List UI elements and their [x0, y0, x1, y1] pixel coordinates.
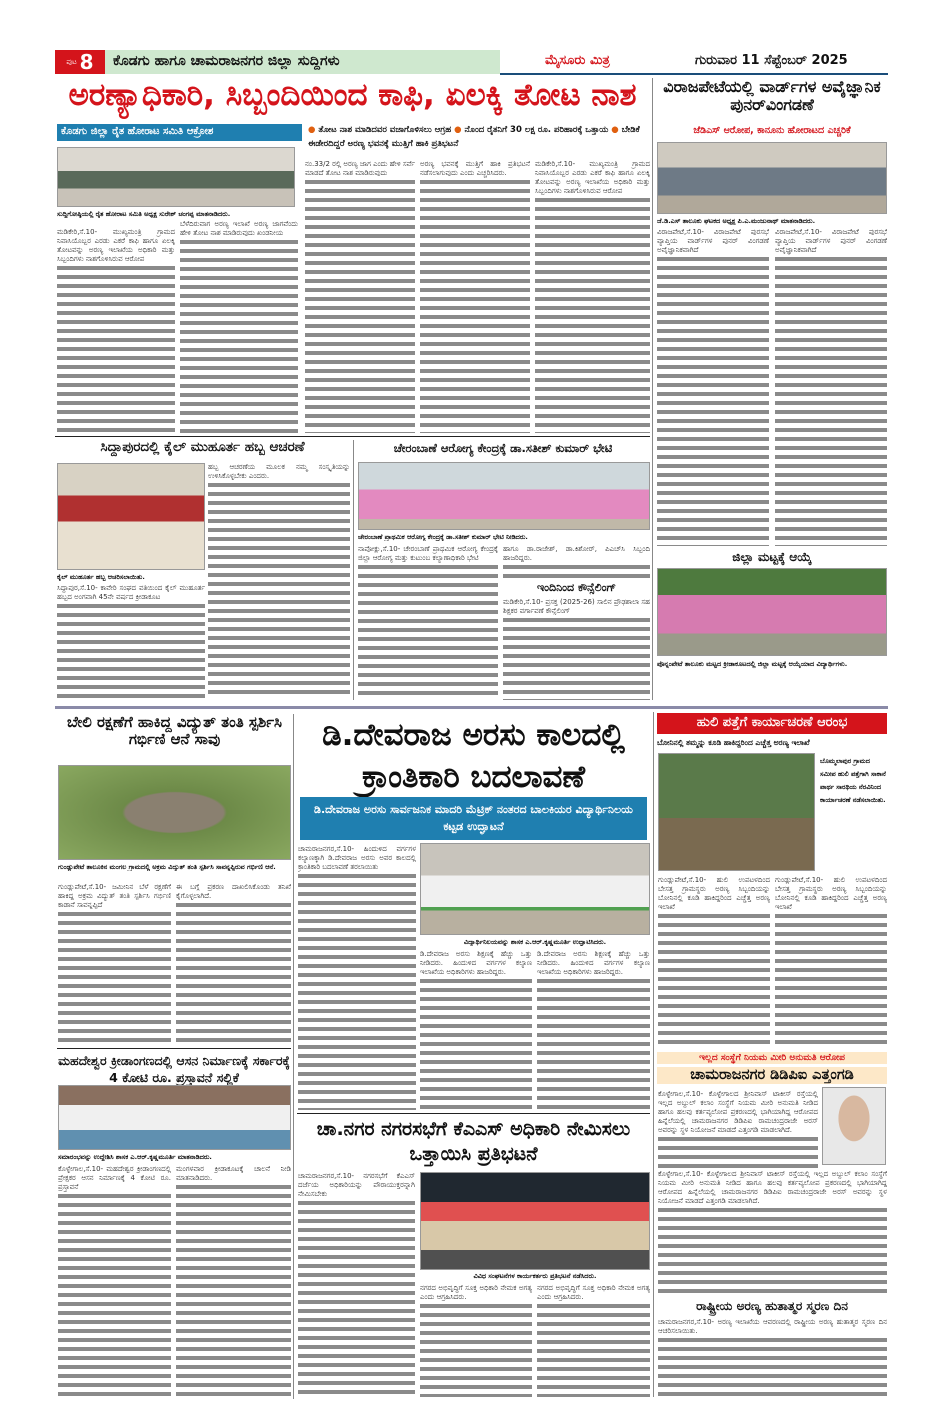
page-number-box [55, 50, 105, 74]
kas-body-col3: ನಗರದ ಅಭಿವೃದ್ಧಿಗೆ ಸೂಕ್ತ ಅಧಿಕಾರಿ ನೇಮಕ ಅಗತ್ಯ ಎಂದು ಆಗ್ರಹಿಸಿದರು. [537, 1284, 650, 1397]
page-number: 8 [79, 50, 94, 74]
lead-body-col2: ಬೆಳೆದಿರುವಾಗ ಅರಣ್ಯ ಇಲಾಖೆ ಅರಣ್ಯ ಜಾಗವೆಂದು ಹೇಳಿ ತೋಟ ನಾಶ ಮಾಡಿರುವುದು ಖಂಡನೀಯ [180, 220, 298, 433]
kas-caption: ವಿವಿಧ ಸಂಘಟನೆಗಳ ಕಾರ್ಯಕರ್ತರು ಪ್ರತಿಭಟನೆ ನಡೆಸಿದರು. [473, 1272, 597, 1280]
selection-caption: ಪೊನ್ನಂಪೇಟೆ ತಾಲೂಕು ಮಟ್ಟದ ಕ್ರೀಡಾಕೂಟದಲ್ಲಿ ಜಿಲ್ಲಾ ಮಟ್ಟಕ್ಕೆ ಆಯ್ಕೆಯಾದ ವಿದ್ಯಾರ್ಥಿಗಳು. [657, 660, 848, 668]
ddpi-headline: ಚಾಮರಾಜನಗರ ಡಿಡಿಪಿಐ ಎತ್ತಂಗಡಿ [657, 1067, 887, 1084]
virajpet-body-col2: ವಿರಾಜಪೇಟೆ,ಸೆ.10- ವಿರಾಜಪೇಟೆ ಪುರಸಭೆ ವ್ಯಾಪ್ತಿಯ ವಾರ್ಡ್‌ಗಳ ಪುನರ್ ವಿಂಗಡಣೆ ಅವೈಜ್ಞಾನಿಕವಾಗಿದೆ [775, 228, 887, 546]
cherambane-photo [358, 462, 650, 530]
lead-photo [57, 147, 295, 207]
divider [57, 1048, 291, 1049]
ddpi-body: ಕೊಳ್ಳೇಗಾಲ,ಸೆ.10- ಕೊಳ್ಳೇಗಾಲದ ಶ್ರೀನಿವಾಸ್ ಟಾಕೀಸ್ ರಸ್ತೆಯಲ್ಲಿ ಇಲ್ಲದ ಅಬ್ದುಲ್ ಕಲಾಂ ಸಂಸ್ಥೆಗೆ ನಿಯಮ ಮೀರಿ ಅನುಮತಿ ನೀಡಿದ ಹಾಗೂ ಹಲವು ಕರ್ತವ್ಯಲೋಪ ಪ್ರಕರಣದಲ್ಲಿ ಭಾಗಿಯಾಗಿದ್ದ ಆರೋಪದ ಹಿನ್ನೆಲೆಯಲ್ಲಿ ಚಾಮರಾಜನಗರ ಡಿಡಿಪಿಐ ರಾಮಚಂದ್ರರಾಜೇ ಅರಸ್ ಅವರನ್ನು ಸ್ಥಳ ನಿಯೋಜನೆ ಮಾಡದೆ ಎತ್ತಂಗಡಿ ಮಾಡಲಾಗಿದೆ. [658, 1090, 818, 1168]
kas-headline: ಚಾ.ನಗರ ನಗರಸಭೆಗೆ ಕೆಎಎಸ್ ಅಧಿಕಾರಿ ನೇಮಿಸಲು ಒತ್ತಾಯಿಸಿ ಪ್ರತಿಭಟನೆ [316, 1118, 631, 1165]
arasu-body-col1: ಚಾಮರಾಜನಗರ,ಸೆ.10- ಹಿಂದುಳಿದ ವರ್ಗಗಳ ಕಲ್ಯಾಣಕ್ಕಾಗಿ ಡಿ.ದೇವರಾಜ ಅರಸು ಅವರ ಕಾಲದಲ್ಲಿ ಕ್ರಾಂತಿಕಾರಿ ಬದಲಾವಣೆ ತರಲಾಯಿತು [298, 845, 416, 1110]
counselling-headline: ಇಂದಿನಿಂದ ಕೌನ್ಸೆಲಿಂಗ್ [536, 581, 617, 594]
lead-body-col1: ಮಡಿಕೇರಿ,ಸೆ.10- ಮುಖ್ಯಮಂತ್ರಿ ಗ್ರಾಮದ ನಿವಾಸಿಯೊಬ್ಬರ ಎರಡು ಎಕರೆ ಕಾಫಿ ಹಾಗೂ ಏಲಕ್ಕಿ ತೋಟವನ್ನು ಅರಣ್ಯ ಇಲಾಖೆಯ ಅಧಿಕಾರಿ ಮತ್ತು ಸಿಬ್ಬಂದಿಗಳು ನಾಶಗೊಳಿಸಿರುವ ಆರೋಪ [57, 228, 175, 433]
lead-tag: ಕೊಡಗು ಜಿಲ್ಲಾ ರೈತ ಹೋರಾಟ ಸಮಿತಿ ಆಕ್ರೋಶ [57, 124, 302, 141]
section-divider [55, 706, 888, 709]
arasu-caption: ವಿದ್ಯಾರ್ಥಿನಿಲಯವನ್ನು ಶಾಸಕ ಎ.ಆರ್.ಕೃಷ್ಣಮೂರ್ತಿ ಉದ್ಘಾಟಿಸಿದರು. [463, 938, 607, 946]
kail-body-col2: ಹಬ್ಬ ಆಚರಣೆಯ ಮೂಲಕ ನಮ್ಮ ಸಂಸ್ಕೃತಿಯನ್ನು ಉಳಿಸಿಕೊಳ್ಳಬೇಕು ಎಂದರು. [208, 463, 350, 699]
elephant-body-col2: ಈ ಬಗ್ಗೆ ಪ್ರಕರಣ ದಾಖಲಿಸಿಕೊಂಡು ತನಿಖೆ ಕೈಗೊಳ್ಳಲಾಗಿದೆ. [176, 883, 291, 1045]
cherambane-headline: ಚೇರಂಬಾಣೆ ಆರೋಗ್ಯ ಕೇಂದ್ರಕ್ಕೆ ಡಾ.ಸತೀಶ್ ಕುಮಾರ್ ಭೇಟಿ [393, 441, 613, 455]
lead-bullets: ● ತೋಟ ನಾಶ ಮಾಡಿದವರ ವಜಾಗೊಳಿಸಲು ಆಗ್ರಹ ● ನೊಂದ ರೈತನಿಗೆ 30 ಲಕ್ಷ ರೂ. ಪರಿಹಾರಕ್ಕೆ ಒತ್ತಾಯ ● ಬೇಡಿಕೆ ಈಡೇರದಿದ್ದರೆ ಅರಣ್ಯ ಭವನಕ್ಕೆ ಮುತ್ತಿಗೆ ಹಾಕಿ ಪ್ರತಿಭಟನೆ [308, 125, 640, 149]
selection-photo [657, 568, 887, 656]
arasu-headline: ಡಿ.ದೇವರಾಜ ಅರಸು ಕಾಲದಲ್ಲಿ ಕ್ರಾಂತಿಕಾರಿ ಬದಲಾವಣೆ [322, 717, 625, 795]
stadium-caption: ಸಮಾರಂಭವನ್ನು ಉದ್ದೇಶಿಸಿ ಶಾಸಕ ಎ.ಆರ್.ಕೃಷ್ಣಮೂರ್ತಿ ಮಾತನಾಡಿದರು. [58, 1153, 212, 1161]
martyrs-body: ಚಾಮರಾಜನಗರ,ಸೆ.10- ಅರಣ್ಯ ಇಲಾಖೆಯ ಆವರಣದಲ್ಲಿ ರಾಷ್ಟ್ರೀಯ ಅರಣ್ಯ ಹುತಾತ್ಮರ ಸ್ಮರಣ ದಿನ ಆಚರಿಸಲಾಯಿತು. [658, 1318, 887, 1397]
ddpi-body-cont: ಕೊಳ್ಳೇಗಾಲ,ಸೆ.10- ಕೊಳ್ಳೇಗಾಲದ ಶ್ರೀನಿವಾಸ್ ಟಾಕೀಸ್ ರಸ್ತೆಯಲ್ಲಿ ಇಲ್ಲದ ಅಬ್ದುಲ್ ಕಲಾಂ ಸಂಸ್ಥೆಗೆ ನಿಯಮ ಮೀರಿ ಅನುಮತಿ ನೀಡಿದ ಹಾಗೂ ಹಲವು ಕರ್ತವ್ಯಲೋಪ ಪ್ರಕರಣದಲ್ಲಿ ಭಾಗಿಯಾಗಿದ್ದ ಆರೋಪದ ಹಿನ್ನೆಲೆಯಲ್ಲಿ ಚಾಮರಾಜನಗರ ಡಿಡಿಪಿಐ ರಾಮಚಂದ್ರರಾಜೇ ಅರಸ್ ಅವರನ್ನು ಸ್ಥಳ ನಿಯೋಜನೆ ಮಾಡದೆ ಎತ್ತಂಗಡಿ ಮಾಡಲಾಗಿದೆ. [658, 1170, 887, 1297]
date: ಗುರುವಾರ 11 ಸೆಪ್ಟೆಂಬರ್ 2025 [695, 53, 848, 68]
paper-name: ಮೈಸೂರು ಮಿತ್ರ [545, 53, 610, 68]
stadium-photo [58, 1085, 291, 1150]
tiger-body-col1: ಗುಂಡ್ಲುಪೇಟೆ,ಸೆ.10- ಹುಲಿ ಉಪಟಳದಿಂದ ಬೇಸತ್ತ ಗ್ರಾಮಸ್ಥರು ಅರಣ್ಯ ಸಿಬ್ಬಂದಿಯನ್ನು ಬೋನಿನಲ್ಲಿ ಕೂಡಿ ಹಾಕಿದ್ದರಿಂದ ಎಚ್ಚೆತ್ತ ಅರಣ್ಯ ಇಲಾಖೆ [658, 876, 770, 1048]
elephant-headline: ಬೇಲಿ ರಕ್ಷಣೆಗೆ ಹಾಕಿದ್ದ ವಿದ್ಯುತ್ ತಂತಿ ಸ್ಪರ್ಶಿಸಿ ಗರ್ಭಿಣಿ ಆನೆ ಸಾವು [67, 713, 282, 749]
arasu-body-col3: ಡಿ.ದೇವರಾಜ ಅರಸು ಶಿಕ್ಷಣಕ್ಕೆ ಹೆಚ್ಚು ಒತ್ತು ನೀಡಿದರು. ಹಿಂದುಳಿದ ವರ್ಗಗಳ ಕಲ್ಯಾಣ ಇಲಾಖೆಯ ಅಧಿಕಾರಿಗಳು ಹಾಜರಿದ್ದರು. [537, 950, 650, 1110]
column-divider [653, 712, 654, 1397]
elephant-body-col1: ಗುಂಡ್ಲುಪೇಟೆ,ಸೆ.10- ಜಮೀನಿನ ಬೆಳೆ ರಕ್ಷಣೆಗೆ ಹಾಕಿದ್ದ ಅಕ್ರಮ ವಿದ್ಯುತ್ ತಂತಿ ಸ್ಪರ್ಶಿಸಿ ಗರ್ಭಿಣಿ ಕಾಡಾನೆ ಸಾವನ್ನಪ್ಪಿದೆ [58, 883, 171, 1045]
kail-body-col1: ಸಿದ್ದಾಪುರ,ಸೆ.10- ಕಾವೇರಿ ಸಂಘದ ವತಿಯಿಂದ ಕೈಲ್ ಮುಹೂರ್ತ ಹಬ್ಬದ ಅಂಗವಾಗಿ 45ನೇ ವರ್ಷದ ಕ್ರೀಡಾಕೂಟ [57, 584, 205, 699]
ddpi-photo [822, 1087, 886, 1165]
lead-body-col4: ಅರಣ್ಯ ಭವನಕ್ಕೆ ಮುತ್ತಿಗೆ ಹಾಕಿ ಪ್ರತಿಭಟನೆ ನಡೆಸಲಾಗುವುದು ಎಂದು ಎಚ್ಚರಿಸಿದರು. [420, 160, 530, 433]
column-divider [353, 440, 354, 700]
stadium-body-col1: ಕೊಳ್ಳೇಗಾಲ,ಸೆ.10- ಮಹದೇಶ್ವರ ಕ್ರೀಡಾಂಗಣದಲ್ಲಿ ಪ್ರೇಕ್ಷಕರ ಆಸನ ನಿರ್ಮಾಣಕ್ಕೆ 4 ಕೋಟಿ ರೂ. ಪ್ರಸ್ತಾವನೆ [58, 1165, 171, 1397]
stadium-headline: ಮಹದೇಶ್ವರ ಕ್ರೀಡಾಂಗಣದಲ್ಲಿ ಆಸನ ನಿರ್ಮಾಣಕ್ಕೆ ಸರ್ಕಾರಕ್ಕೆ 4 ಕೋಟಿ ರೂ. ಪ್ರಸ್ತಾವನೆ ಸಲ್ಲಿಕೆ [58, 1053, 290, 1085]
cherambane-caption: ಚೇರಂಬಾಣೆ ಪ್ರಾಥಮಿಕ ಆರೋಗ್ಯ ಕೇಂದ್ರಕ್ಕೆ ಡಾ.ಸತೀಶ್ ಕುಮಾರ್ ಭೇಟಿ ನೀಡಿದರು. [358, 533, 528, 541]
column-divider [293, 714, 294, 1399]
lead-headline: ಅರಣ್ಯಾಧಿಕಾರಿ, ಸಿಬ್ಬಂದಿಯಿಂದ ಕಾಫಿ, ಏಲಕ್ಕಿ ತೋಟ ನಾಶ [68, 77, 637, 113]
cherambane-body-col1: ನಾಪೋಕ್ಲು,ಸೆ.10- ಚೇರಂಬಾಣೆ ಪ್ರಾಥಮಿಕ ಆರೋಗ್ಯ ಕೇಂದ್ರಕ್ಕೆ ಜಿಲ್ಲಾ ಆರೋಗ್ಯ ಮತ್ತು ಕುಟುಂಬ ಕಲ್ಯಾಣಾಧಿಕಾರಿ ಭೇಟಿ [358, 545, 498, 700]
elephant-photo [58, 765, 291, 860]
kas-photo [420, 1172, 650, 1270]
martyrs-headline: ರಾಷ್ಟ್ರೀಯ ಅರಣ್ಯ ಹುತಾತ್ಮರ ಸ್ಮರಣ ದಿನ [696, 1299, 848, 1313]
tiger-headline: ಹುಲಿ ಪತ್ತೆಗೆ ಕಾರ್ಯಾಚರಣೆ ಆರಂಭ [657, 713, 887, 734]
tiger-body-col2: ಗುಂಡ್ಲುಪೇಟೆ,ಸೆ.10- ಹುಲಿ ಉಪಟಳದಿಂದ ಬೇಸತ್ತ ಗ್ರಾಮಸ್ಥರು ಅರಣ್ಯ ಸಿಬ್ಬಂದಿಯನ್ನು ಬೋನಿನಲ್ಲಿ ಕೂಡಿ ಹಾಕಿದ್ದರಿಂದ ಎಚ್ಚೆತ್ತ ಅರಣ್ಯ ಇಲಾಖೆ [775, 876, 887, 1048]
lead-caption: ಸುದ್ದಿಗೋಷ್ಠಿಯಲ್ಲಿ ರೈತ ಹೋರಾಟ ಸಮಿತಿ ಅಧ್ಯಕ್ಷ ಸುರೇಶ್ ಚಂಗಪ್ಪ ಮಾತನಾಡಿದರು. [57, 210, 231, 218]
masthead-rule [500, 73, 888, 75]
column-divider [652, 78, 653, 700]
tiger-subhead: ಬೋನಿನಲ್ಲಿ ತಮ್ಮನ್ನು ಕೂಡಿ ಹಾಕಿದ್ದರಿಂದ ಎಚ್ಚೆತ್ತ ಅರಣ್ಯ ಇಲಾಖೆ [657, 738, 810, 747]
tiger-side-caption: ಬೊಮ್ಮಲಾಪುರ ಗ್ರಾಮದ ಸಮೀಪ ಹುಲಿ ಪತ್ತೆಗಾಗಿ ಸಾಕಾನೆ ಪಾರ್ಥ ಸಾರಥಿಯ ನೆರವಿನಿಂದ ಕಾರ್ಯಾಚರಣೆ ನಡೆಸಲಾಯಿತು. [820, 757, 886, 804]
divider [55, 436, 650, 437]
counselling-body: ಮಡಿಕೇರಿ,ಸೆ.10- ಪ್ರಸಕ್ತ (2025-26) ಸಾಲಿನ ಪ್ರೌಢಶಾಲಾ ಸಹ ಶಿಕ್ಷಕರ ವರ್ಗಾವಣೆ ಕೌನ್ಸೆಲಿಂಗ್ [503, 598, 650, 700]
section-banner: ಕೊಡಗು ಹಾಗೂ ಚಾಮರಾಜನಗರ ಜಿಲ್ಲಾ ಸುದ್ದಿಗಳು [105, 50, 500, 74]
tiger-photo [658, 753, 815, 871]
cherambane-body-col2: ಹಾಗೂ ಡಾ.ರಾಜೇಶ್, ಡಾ.ಕಿಶೋರ್, ಪಿಎಚ್‌ಸಿ ಸಿಬ್ಬಂದಿ ಹಾಜರಿದ್ದರು. [503, 545, 650, 579]
kas-body-col1: ಚಾಮರಾಜನಗರ,ಸೆ.10- ನಗರಸಭೆಗೆ ಕೆಎಎಸ್ ದರ್ಜೆಯ ಅಧಿಕಾರಿಯನ್ನು ಪೌರಾಯುಕ್ತರನ್ನಾಗಿ ನೇಮಿಸಬೇಕು [298, 1172, 415, 1397]
elephant-caption: ಗುಂಡ್ಲುಪೇಟೆ ತಾಲೂಕಿನ ಮಂಗಲ ಗ್ರಾಮದಲ್ಲಿ ಅಕ್ರಮ ವಿದ್ಯುತ್ ತಂತಿ ಸ್ಪರ್ಶಿಸಿ ಸಾವನ್ನಪ್ಪಿರುವ ಗರ್ಭಿಣಿ ಆನೆ. [58, 863, 276, 871]
arasu-body-col2: ಡಿ.ದೇವರಾಜ ಅರಸು ಶಿಕ್ಷಣಕ್ಕೆ ಹೆಚ್ಚು ಒತ್ತು ನೀಡಿದರು. ಹಿಂದುಳಿದ ವರ್ಗಗಳ ಕಲ್ಯಾಣ ಇಲಾಖೆಯ ಅಧಿಕಾರಿಗಳು ಹಾಜರಿದ್ದರು. [420, 950, 532, 1110]
stadium-body-col2: ಮಂಗಳವಾರ ಕ್ರೀಡಾಕೂಟಕ್ಕೆ ಚಾಲನೆ ನೀಡಿ ಮಾತನಾಡಿದರು. [176, 1165, 291, 1397]
arasu-photo [420, 843, 650, 935]
kail-caption: ಕೈಲ್ ಮುಹೂರ್ತ ಹಬ್ಬ ಆಚರಿಸಲಾಯಿತು. [57, 573, 145, 581]
selection-headline: ಜಿಲ್ಲಾ ಮಟ್ಟಕ್ಕೆ ಆಯ್ಕೆ [732, 550, 812, 564]
virajpet-photo [657, 142, 887, 214]
kail-headline: ಸಿದ್ದಾಪುರದಲ್ಲಿ ಕೈಲ್ ಮುಹೂರ್ತ ಹಬ್ಬ ಆಚರಣೆ [100, 439, 305, 455]
virajpet-subhead: ಜೆಡಿಎಸ್ ಆರೋಪ, ಕಾನೂನು ಹೋರಾಟದ ಎಚ್ಚರಿಕೆ [693, 125, 851, 136]
virajpet-headline: ವಿರಾಜಪೇಟೆಯಲ್ಲಿ ವಾರ್ಡ್‌ಗಳ ಅವೈಜ್ಞಾನಿಕ ಪುನರ್‌ವಿಂಗಡಣೆ [663, 77, 881, 115]
divider [297, 1113, 650, 1114]
kas-body-col2: ನಗರದ ಅಭಿವೃದ್ಧಿಗೆ ಸೂಕ್ತ ಅಧಿಕಾರಿ ನೇಮಕ ಅಗತ್ಯ ಎಂದು ಆಗ್ರಹಿಸಿದರು. [420, 1284, 532, 1397]
page-label: ಪುಟ [66, 57, 77, 66]
virajpet-caption: ಜೆ.ಡಿ.ಎಸ್ ತಾಲೂಕು ಘಟಕದ ಅಧ್ಯಕ್ಷ ಪಿ.ಎ.ಮಂಜುನಾಥ್ ಮಾತನಾಡಿದರು. [657, 217, 816, 225]
ddpi-kicker: ಇಲ್ಲದ ಸಂಸ್ಥೆಗೆ ನಿಯಮ ಮೀರಿ ಅನುಮತಿ ಆರೋಪ [657, 1052, 887, 1064]
lead-body-col5: ಮಡಿಕೇರಿ,ಸೆ.10- ಮುಖ್ಯಮಂತ್ರಿ ಗ್ರಾಮದ ನಿವಾಸಿಯೊಬ್ಬರ ಎರಡು ಎಕರೆ ಕಾಫಿ ಹಾಗೂ ಏಲಕ್ಕಿ ತೋಟವನ್ನು ಅರಣ್ಯ ಇಲಾಖೆಯ ಅಧಿಕಾರಿ ಮತ್ತು ಸಿಬ್ಬಂದಿಗಳು ನಾಶಗೊಳಿಸಿರುವ ಆರೋಪ [535, 160, 650, 433]
lead-body-col3: ನಂ.33/2 ರಲ್ಲಿ ಅರಣ್ಯ ಜಾಗ ಎಂದು ಹೇಳಿ ಸರ್ವೆ ಮಾಡದೆ ತೋಟ ನಾಶ ಮಾಡಿರುವುದು [305, 160, 415, 433]
kail-photo [57, 463, 205, 570]
virajpet-body-col1: ವಿರಾಜಪೇಟೆ,ಸೆ.10- ವಿರಾಜಪೇಟೆ ಪುರಸಭೆ ವ್ಯಾಪ್ತಿಯ ವಾರ್ಡ್‌ಗಳ ಪುನರ್ ವಿಂಗಡಣೆ ಅವೈಜ್ಞಾನಿಕವಾಗಿದೆ [657, 228, 769, 546]
arasu-subhead-box: ಡಿ.ದೇವರಾಜ ಅರಸು ಸಾರ್ವಜನಿಕ ಮಾದರಿ ಮೆಟ್ರಿಕ್ ನಂತರದ ಬಾಲಕಿಯರ ವಿದ್ಯಾರ್ಥಿನಿಲಯ ಕಟ್ಟಡ ಉದ್ಘಾಟನೆ [300, 797, 647, 840]
